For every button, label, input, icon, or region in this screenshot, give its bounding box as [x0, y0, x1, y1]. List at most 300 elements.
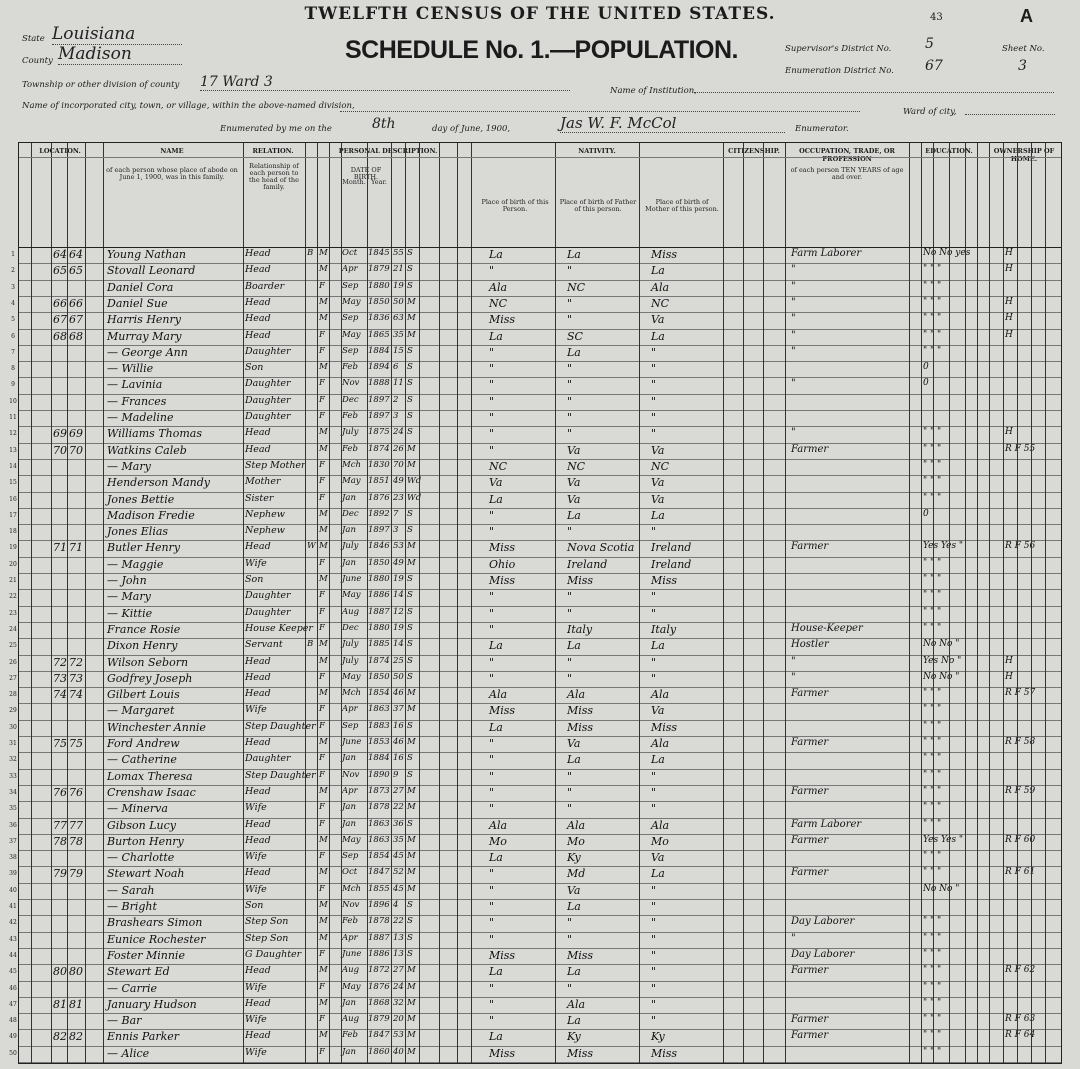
birth-month: June [342, 574, 362, 584]
birthplace-father: Ky [567, 1030, 581, 1044]
birthplace-father: " [567, 932, 573, 946]
education: " " " [923, 965, 942, 976]
sex: F [319, 606, 325, 617]
sheet-letter: A [1020, 6, 1033, 26]
birthplace-mother: " [651, 916, 657, 930]
birth-month: May [342, 476, 361, 487]
home-ownership: H [1005, 248, 1013, 258]
row-rule [19, 703, 1061, 704]
row-number: 44 [9, 951, 17, 959]
birthplace-person: " [489, 264, 495, 278]
column-rule [367, 143, 368, 1063]
relation: Wife [245, 981, 267, 993]
relation: Wife [245, 802, 267, 814]
education: 0 [923, 508, 929, 519]
birth-month: June [342, 737, 362, 747]
enum-district-label: Enumeration District No. [785, 66, 894, 76]
education: 0 [923, 362, 929, 373]
occupation: " [791, 932, 796, 944]
sheet-label: Sheet No. [1002, 44, 1045, 54]
home-ownership: R F 59 [1005, 785, 1036, 796]
age: 19 [393, 574, 404, 584]
family-number: 76 [69, 785, 83, 799]
row-number: 9 [11, 381, 15, 389]
population-table [9, 142, 1062, 1064]
birth-month: Aug [342, 965, 360, 976]
row-number: 45 [9, 968, 17, 976]
birthplace-person: Mo [489, 834, 507, 848]
dwelling-number: 73 [53, 671, 67, 685]
occupation: Farmer [791, 867, 829, 879]
row-number: 18 [9, 528, 17, 536]
row-rule [19, 296, 1061, 297]
age: 7 [393, 508, 399, 519]
family-number: 82 [69, 1030, 83, 1044]
birthplace-person: " [489, 867, 495, 881]
row-number: 19 [9, 544, 17, 552]
note-relation: Relationship of each person to the head of the family. [249, 162, 299, 191]
row-rule [19, 377, 1061, 378]
age: 49 [393, 557, 404, 568]
row-number: 38 [9, 854, 17, 862]
marital-status: S [407, 671, 413, 682]
marital-status: M [407, 313, 416, 324]
occupation: " [791, 264, 796, 276]
row-rule [19, 1062, 1061, 1063]
birth-year: 1860 [368, 1046, 390, 1057]
row-number: 10 [9, 397, 17, 405]
marital-status: S [407, 622, 413, 633]
birth-month: May [342, 296, 361, 307]
birth-month: Jan [342, 1046, 356, 1057]
education: " " " [923, 443, 942, 454]
family-number: 66 [69, 296, 83, 310]
birthplace-father: La [567, 345, 581, 359]
birth-year: 1884 [368, 345, 390, 356]
birthplace-mother: " [651, 932, 657, 946]
birthplace-mother: " [651, 411, 657, 424]
birthplace-mother: " [651, 525, 657, 539]
column-rule [763, 143, 764, 1063]
birth-year: 1853 [368, 737, 390, 747]
sheet-value: 3 [1018, 58, 1027, 74]
sex: F [319, 378, 325, 389]
age: 13 [393, 932, 404, 943]
township-value: 17 Ward 3 [200, 74, 570, 91]
birthplace-mother: Ky [651, 1030, 665, 1044]
family-number: 67 [69, 313, 83, 327]
birthplace-person: " [489, 900, 495, 913]
occupation: Farmer [791, 785, 829, 797]
birthplace-father: " [567, 394, 573, 408]
age: 2 [393, 394, 399, 405]
sex: F [319, 981, 325, 992]
row-number: 49 [9, 1033, 17, 1041]
age: 4 [393, 900, 399, 910]
sex: M [319, 965, 328, 976]
person-name: Madison Fredie [107, 508, 195, 522]
birth-month: July [342, 427, 359, 438]
marital-status: S [407, 639, 413, 650]
education: No No yes [923, 248, 971, 258]
birthplace-mother: Miss [651, 720, 678, 734]
row-number: 2 [11, 267, 15, 275]
sex: M [319, 997, 328, 1008]
sex: F [319, 622, 325, 633]
birth-month: June [342, 948, 362, 959]
person-name: Gilbert Louis [107, 688, 180, 702]
column-rule [471, 143, 472, 1063]
birth-month: Oct [342, 867, 358, 878]
birth-year: 1887 [368, 606, 390, 617]
birthplace-person: La [489, 639, 503, 653]
birthplace-person: Miss [489, 1046, 516, 1060]
column-rule [921, 143, 922, 1063]
row-number: 46 [9, 984, 17, 992]
birth-year: 1897 [368, 525, 390, 536]
marital-status: M [407, 443, 416, 454]
birthplace-mother: Va [651, 443, 665, 457]
marital-status: M [407, 785, 416, 796]
birthplace-father: Miss [567, 1046, 594, 1060]
birthplace-person: " [489, 362, 495, 376]
birth-year: 1879 [368, 264, 390, 275]
relation: Son [245, 900, 264, 911]
marital-status: M [407, 851, 416, 862]
county-label: County [22, 56, 53, 66]
person-name: — Maggie [107, 557, 164, 571]
marital-status: S [407, 720, 413, 731]
row-number: 17 [9, 511, 17, 519]
birthplace-person: " [489, 378, 495, 392]
age: 27 [393, 965, 404, 976]
education: Yes Yes " [923, 541, 964, 552]
birthplace-father: Ireland [567, 557, 608, 571]
birth-year: 1880 [368, 574, 390, 584]
relation: Step Son [245, 916, 289, 928]
birth-month: Apr [342, 932, 358, 943]
birthplace-mother: " [651, 345, 657, 359]
family-number: 80 [69, 965, 83, 979]
occupation: " [791, 313, 796, 325]
row-rule [19, 524, 1061, 525]
home-ownership: R F 64 [1005, 1030, 1036, 1041]
marital-status: S [407, 248, 413, 258]
education: " " " [923, 345, 942, 356]
education: " " " [923, 737, 942, 747]
row-number: 22 [9, 593, 17, 601]
birthplace-father: " [567, 590, 573, 604]
row-number: 29 [9, 707, 17, 715]
relation: Daughter [245, 590, 291, 602]
relation: Wife [245, 883, 267, 895]
education: " " " [923, 785, 942, 796]
age: 14 [393, 639, 404, 650]
age: 22 [393, 916, 404, 927]
supervisor-value: 5 [925, 36, 934, 52]
home-ownership: R F 57 [1005, 688, 1036, 699]
sex: M [319, 1030, 328, 1041]
birth-year: 1886 [368, 590, 390, 601]
sex: M [319, 574, 328, 584]
birthplace-father: La [567, 248, 581, 261]
sex: F [319, 769, 325, 780]
birthplace-person: " [489, 802, 495, 816]
age: 40 [393, 1046, 404, 1057]
birth-year: 1887 [368, 932, 390, 943]
birth-month: July [342, 639, 359, 650]
row-rule [19, 459, 1061, 460]
row-number: 37 [9, 837, 17, 845]
education: " " " [923, 704, 942, 715]
age: 35 [393, 329, 404, 340]
marital-status: S [407, 606, 413, 617]
birthplace-mother: Italy [651, 622, 677, 636]
birthplace-mother: Ala [651, 737, 670, 750]
marital-status: S [407, 427, 413, 438]
occupation: " [791, 671, 796, 683]
birthplace-father: " [567, 802, 573, 816]
row-number: 8 [11, 365, 15, 373]
birthplace-father: NC [567, 459, 586, 473]
family-number: 74 [69, 688, 83, 702]
marital-status: S [407, 411, 413, 421]
occupation: Farmer [791, 443, 829, 455]
education: " " " [923, 557, 942, 568]
row-number: 36 [9, 821, 17, 829]
person-name: — John [107, 574, 147, 587]
relation: Nephew [245, 525, 285, 537]
birth-month: May [342, 329, 361, 340]
birth-year: 1888 [368, 378, 390, 389]
birthplace-father: " [567, 362, 573, 376]
sex: F [319, 459, 325, 470]
row-number: 25 [9, 642, 17, 650]
birthplace-mother: La [651, 508, 665, 522]
dwelling-number: 79 [53, 867, 67, 881]
group-nativity: NATIVITY. [578, 147, 616, 155]
birth-year: 1865 [368, 329, 390, 340]
family-number: 71 [69, 541, 83, 555]
home-ownership: R F 60 [1005, 834, 1036, 845]
occupation: Day Laborer [791, 948, 855, 960]
person-name: — Catherine [107, 753, 177, 767]
marital-status: M [407, 329, 416, 340]
row-number: 3 [11, 283, 15, 291]
enumerator-label: Enumerator. [795, 124, 849, 134]
note-birth: DATE OF BIRTH. [350, 166, 382, 181]
birthplace-mother: Va [651, 476, 665, 490]
age: 23 [393, 492, 404, 503]
person-name: Murray Mary [107, 329, 182, 343]
township-label: Township or other division of county [22, 80, 180, 90]
sex: F [319, 280, 325, 291]
sex: M [319, 362, 328, 373]
occupation: " [791, 280, 796, 292]
birth-year: 1884 [368, 753, 390, 764]
column-rule [639, 143, 640, 1063]
age: 26 [393, 443, 404, 454]
age: 53 [393, 541, 404, 552]
birth-year: 1863 [368, 704, 390, 715]
birthplace-father: " [567, 916, 573, 930]
birthplace-mother: La [651, 753, 665, 767]
dwelling-number: 82 [53, 1030, 67, 1044]
dwelling-number: 66 [53, 296, 67, 310]
relation: Head [245, 671, 271, 683]
age: 16 [393, 720, 404, 731]
education: No No " [923, 639, 960, 650]
relation: Head [245, 329, 271, 341]
sex: F [319, 590, 325, 601]
row-number: 6 [11, 332, 15, 340]
marital-status: M [407, 1014, 416, 1025]
occupation: " [791, 296, 796, 308]
header-rule [19, 247, 1061, 248]
note-name: of each person whose place of abode on June 1, 1900, was in this family. [106, 166, 238, 181]
birth-year: 1854 [368, 688, 390, 699]
relation: Daughter [245, 753, 291, 765]
row-rule [19, 964, 1061, 965]
birth-year: 1875 [368, 427, 390, 438]
education: " " " [923, 769, 942, 780]
birthplace-father: Mo [567, 834, 585, 848]
birth-month: May [342, 671, 361, 682]
age: 45 [393, 851, 404, 862]
state-label: State [22, 34, 45, 44]
relation: Son [245, 574, 264, 585]
birthplace-person: Ala [489, 688, 508, 702]
dwelling-number: 80 [53, 965, 67, 979]
birthplace-person: " [489, 427, 495, 441]
column-rule [743, 143, 744, 1063]
home-ownership: R F 55 [1005, 443, 1036, 454]
home-ownership: R F 61 [1005, 867, 1036, 878]
ward-line [965, 104, 1055, 115]
home-ownership: H [1005, 313, 1013, 324]
birth-year: 1880 [368, 622, 390, 633]
relation: Head [245, 313, 271, 325]
birthplace-person: " [489, 753, 495, 767]
birth-month: Sep [342, 280, 359, 291]
marital-status: M [407, 834, 416, 845]
education: " " " [923, 997, 942, 1008]
birth-year: 1890 [368, 769, 390, 780]
family-number: 72 [69, 655, 83, 669]
birthplace-mother: Ala [651, 688, 670, 702]
birthplace-father: La [567, 1014, 581, 1028]
column-rule [341, 143, 342, 1063]
education: " " " [923, 313, 942, 324]
birthplace-father: Va [567, 443, 581, 457]
birth-year: 1863 [368, 834, 390, 845]
relation: Sister [245, 492, 274, 504]
person-name: — Lavinia [107, 378, 163, 392]
column-rule [243, 143, 244, 1063]
marital-status: S [407, 362, 413, 373]
birth-year: 1896 [368, 900, 390, 910]
birthplace-mother: " [651, 394, 657, 408]
birthplace-father: " [567, 525, 573, 539]
birthplace-mother: " [651, 981, 657, 995]
sex: M [319, 916, 328, 927]
birth-year: 1874 [368, 443, 390, 454]
age: 22 [393, 802, 404, 813]
marital-status: S [407, 345, 413, 356]
marital-status: M [407, 981, 416, 992]
birthplace-person: Ohio [489, 557, 516, 571]
relation: Head [245, 688, 271, 700]
row-rule [19, 410, 1061, 411]
relation: Head [245, 834, 271, 846]
row-number: 20 [9, 560, 17, 568]
birthplace-father: " [567, 981, 573, 995]
relation: Wife [245, 851, 267, 863]
education: " " " [923, 590, 942, 601]
birthplace-person: Miss [489, 948, 516, 962]
family-number: 77 [69, 818, 83, 832]
row-number: 21 [9, 577, 17, 584]
birthplace-father: " [567, 411, 573, 424]
person-name: Godfrey Joseph [107, 671, 193, 685]
relation: Head [245, 427, 271, 439]
relation: House Keeper [245, 622, 313, 634]
birth-month: Mch [342, 688, 361, 699]
relation: Daughter [245, 606, 291, 618]
column-rule [51, 143, 52, 1063]
education: 0 [923, 378, 929, 389]
education: " " " [923, 1014, 942, 1025]
marital-status: M [407, 997, 416, 1008]
person-name: — Frances [107, 394, 167, 408]
birthplace-father: " [567, 785, 573, 799]
row-number: 26 [9, 658, 17, 666]
family-number: 70 [69, 443, 83, 457]
education: " " " [923, 818, 942, 829]
education: " " " [923, 1030, 942, 1041]
birthplace-mother: Ala [651, 818, 670, 832]
birthplace-person: " [489, 655, 495, 669]
age: 11 [393, 378, 404, 389]
birthplace-mother: NC [651, 296, 670, 310]
birthplace-father: " [567, 296, 573, 310]
birth-year: 1850 [368, 296, 390, 307]
relation: Daughter [245, 345, 291, 357]
birthplace-father: Va [567, 492, 581, 506]
occupation: House-Keeper [791, 622, 863, 634]
group-personal: PERSONAL DESCRIPTION. [338, 147, 438, 155]
birthplace-father: Ala [567, 997, 586, 1011]
birthplace-father: La [567, 639, 581, 653]
color: W [307, 541, 316, 552]
sex: M [319, 688, 328, 699]
birthplace-mother: " [651, 1014, 657, 1028]
marital-status: M [407, 557, 416, 568]
birth-year: 1886 [368, 948, 390, 959]
column-rule [329, 143, 330, 1063]
birthplace-father: La [567, 753, 581, 767]
marital-status: S [407, 818, 413, 829]
birthplace-person: " [489, 525, 495, 539]
age: 32 [393, 997, 404, 1008]
education: " " " [923, 948, 942, 959]
birth-year: 1876 [368, 492, 390, 503]
birthplace-person: " [489, 508, 495, 522]
birthplace-mother: La [651, 264, 665, 278]
row-rule [19, 606, 1061, 607]
sex: M [319, 296, 328, 307]
marital-status: M [407, 704, 416, 715]
